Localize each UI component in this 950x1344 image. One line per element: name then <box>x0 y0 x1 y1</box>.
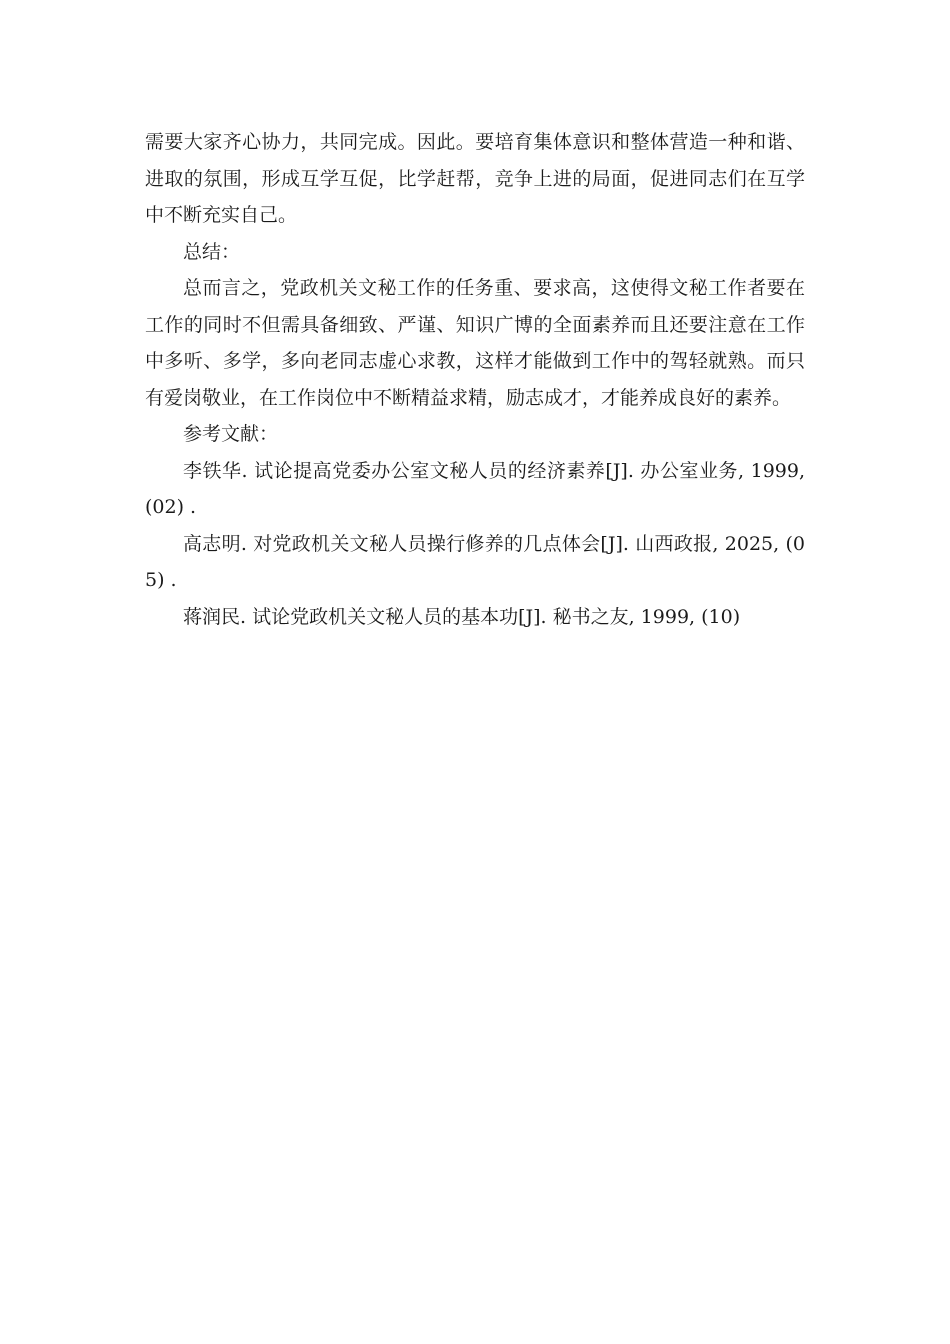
summary-heading: 总结： <box>183 240 241 263</box>
summary-paragraph: 总而言之，党政机关文秘工作的任务重、要求高，这使得文秘工作者要在工作的同时不但需具备细致、严谨、知识广博的全面素养而且还要注意在工作中多听、多学，多向老同志虚心求教，这样才能做到工作中的驾轻就熟。而只有爱岗敬业，在工作岗位中不断精益求精，励志成才，才能养成良好的素养。 <box>145 277 805 409</box>
reference-item: 蒋润民. 试论党政机关文秘人员的基本功[J]. 秘书之友, 1999, (10) <box>183 605 741 628</box>
reference-item: 高志明. 对党政机关文秘人员操行修养的几点体会[J]. 山西政报, 2025, (05) . <box>145 532 805 591</box>
paragraph-continuation: 需要大家齐心协力，共同完成。因此。要培育集体意识和整体营造一种和谐、进取的氛围，形成互学互促，比学赶帮，竞争上进的局面，促进同志们在互学中不断充实自己。 <box>145 131 805 226</box>
document-body <box>145 124 805 635</box>
reference-item: 李铁华. 试论提高党委办公室文秘人员的经济素养[J]. 办公室业务, 1999, (02) . <box>145 459 805 518</box>
references-heading: 参考文献： <box>183 423 279 445</box>
